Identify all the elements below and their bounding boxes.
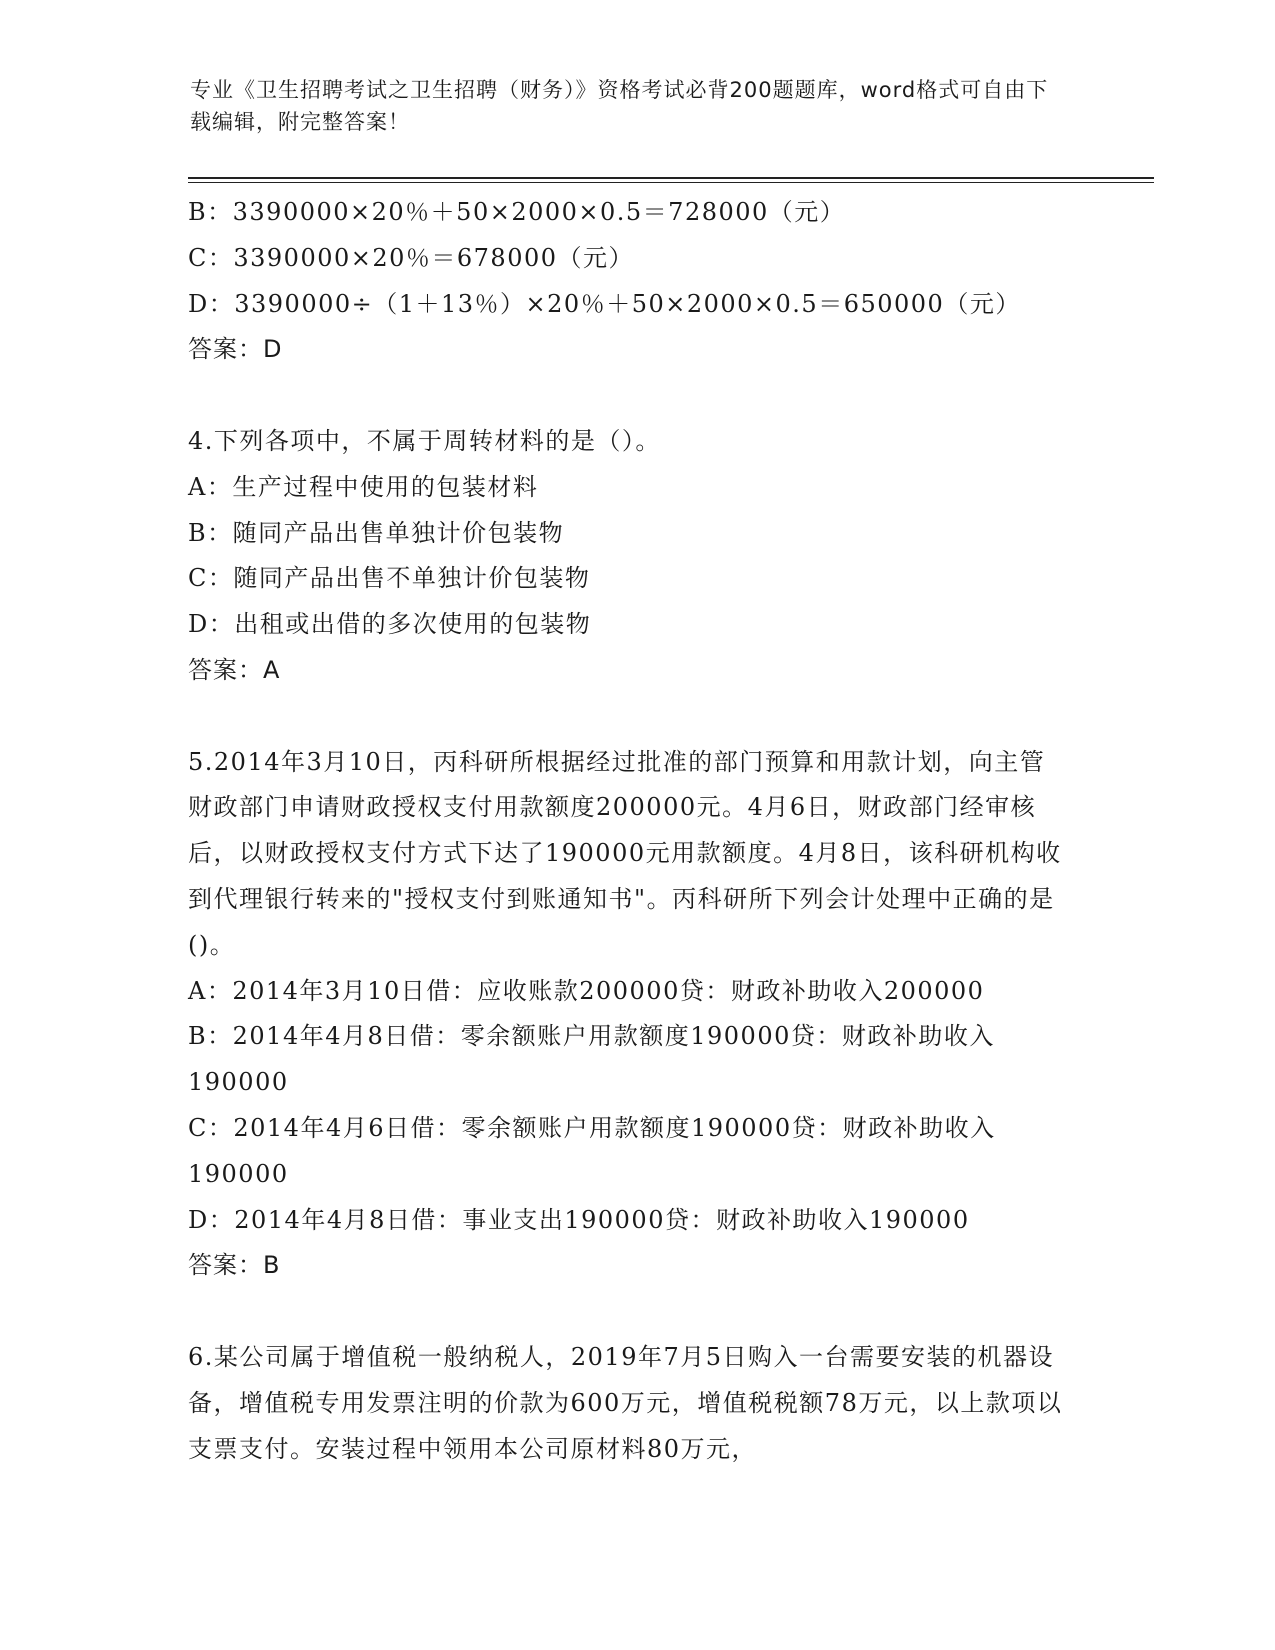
option-d: D：出租或出借的多次使用的包装物 (188, 610, 592, 639)
question-4 (188, 419, 1068, 694)
page-header: 专业《卫生招聘考试之卫生招聘（财务）》资格考试必背200题题库，word格式可自由下载编辑，附完整答案！ (190, 78, 1049, 134)
question-stem: 6.某公司属于增值税一般纳税人，2019年7月5日购入一台需要安装的机器设备，增值税专用发票注明的价款为600万元，增值税税额78万元，以上款项以支票支付。安装过程中领用本公司原材料80万元， (188, 1342, 1063, 1463)
question-5 (188, 740, 1068, 1290)
option-c: C：随同产品出售不单独计价包装物 (188, 564, 591, 593)
option-b: B：随同产品出售单独计价包装物 (188, 518, 565, 547)
question-3-tail (188, 190, 1068, 373)
option-d: D：2014年4月8日借：事业支出190000贷：财政补助收入190000 (188, 1205, 970, 1234)
option-b: B：2014年4月8日借：零余额账户用款额度190000贷：财政补助收入190000 (188, 1022, 995, 1097)
document-body (188, 190, 1068, 1472)
answer: 答案：A (188, 655, 281, 684)
option-b: B：3390000×20％＋50×2000×0.5＝728000（元） (188, 198, 846, 226)
answer: 答案：D (188, 335, 283, 364)
question-stem: 4.下列各项中，不属于周转材料的是（）。 (188, 426, 661, 455)
option-c: C：3390000×20％＝678000（元） (188, 243, 635, 272)
question-stem: 5.2014年3月10日，丙科研所根据经过批准的部门预算和用款计划，向主管财政部门申请财政授权支付用款额度200000元。4月6日，财政部门经审核后，以财政授权支付方式下达了190000元用款额度。4月8日，该科研机构收到代理银行转来的"授权支付到账通知书"。丙科研所下列会计处理中正确的是()。 (188, 747, 1062, 959)
option-a: A：2014年3月10日借：应收账款200000贷：财政补助收入200000 (188, 976, 985, 1005)
option-c: C：2014年4月6日借：零余额账户用款额度190000贷：财政补助收入190000 (188, 1113, 996, 1188)
answer: 答案：B (188, 1251, 281, 1280)
question-6 (188, 1335, 1068, 1472)
option-d: D：3390000÷（1＋13％）×20％＋50×2000×0.5＝650000（元） (188, 289, 1021, 318)
header-divider (188, 177, 1154, 179)
header-divider-thin (188, 182, 1154, 183)
option-a: A：生产过程中使用的包装材料 (188, 472, 539, 501)
